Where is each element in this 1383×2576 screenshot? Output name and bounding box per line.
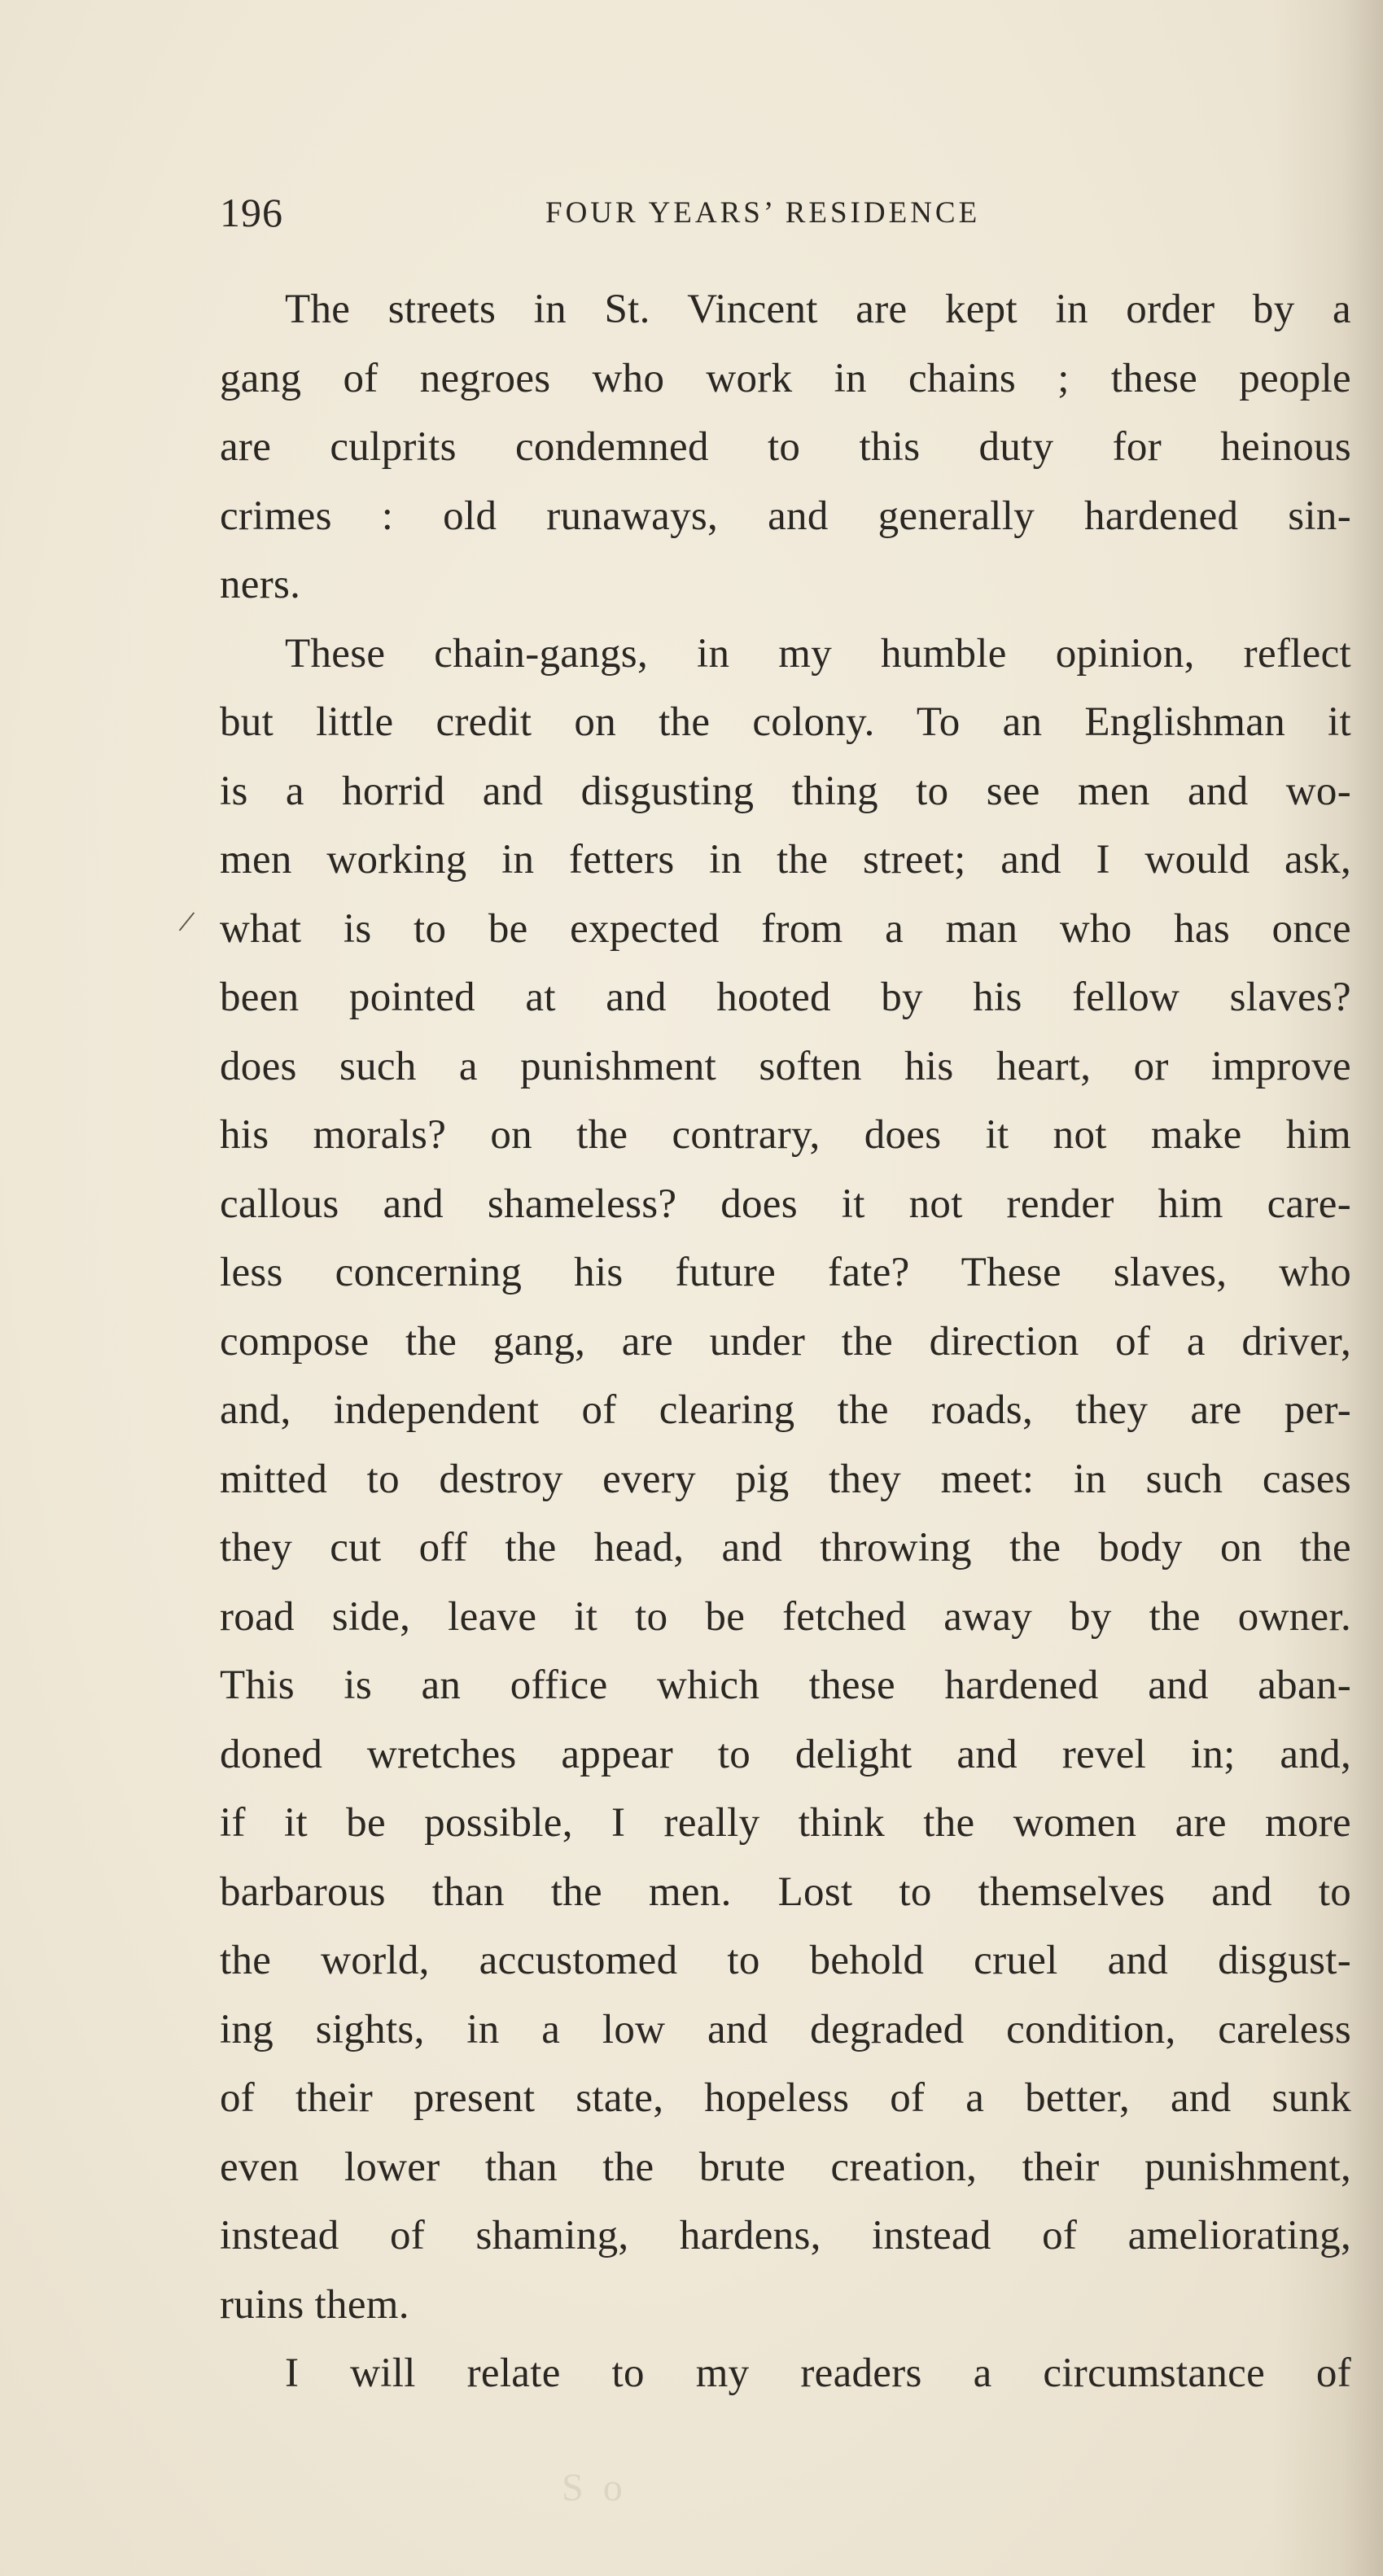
text-line: they cut off the head, and throwing the body on the <box>220 1525 1351 1571</box>
text-line: of their present state, hopeless of a better, and sunk <box>220 2075 1351 2121</box>
text-line: ruins them. <box>220 2281 409 2328</box>
paragraph-1 <box>220 275 1351 620</box>
text-line: even lower than the brute creation, their punishment, <box>220 2144 1351 2190</box>
page-number: 196 <box>220 190 283 235</box>
text-line: his morals? on the contrary, does it not make him <box>220 1112 1351 1158</box>
text-line: gang of negroes who work in chains ; these people <box>220 355 1351 401</box>
text-line: These chain-gangs, in my humble opinion, reflect <box>285 630 1351 677</box>
text-line: if it be possible, I really think the women are more <box>220 1800 1351 1846</box>
text-line: mitted to destroy every pig they meet: in such cases <box>220 1456 1351 1502</box>
text-line: doned wretches appear to delight and revel in; and, <box>220 1731 1351 1777</box>
text-line: ners. <box>220 562 301 607</box>
bleed-through-mark: S o <box>562 2466 628 2509</box>
paragraph-3 <box>220 2339 1351 2408</box>
text-line: ing sights, in a low and degraded condition, careless <box>220 2006 1351 2052</box>
text-line: what is to be expected from a man who has once <box>220 905 1351 952</box>
paragraph-2 <box>220 620 1351 2340</box>
text-line: crimes : old runaways, and generally hardened sin- <box>220 493 1351 539</box>
text-line: less concerning his future fate? These slaves, who <box>220 1250 1351 1295</box>
running-title: FOUR YEARS’ RESIDENCE <box>545 196 981 230</box>
text-line: This is an office which these hardened and aban- <box>220 1663 1351 1708</box>
text-line: compose the gang, are under the direction of a driver, <box>220 1318 1351 1365</box>
body-text <box>220 275 1351 2408</box>
text-line: road side, leave it to be fetched away by the owner. <box>220 1593 1351 1640</box>
text-line: the world, accustomed to behold cruel and disgust- <box>220 1938 1351 1983</box>
text-line: does such a punishment soften his heart, or improve <box>220 1043 1351 1089</box>
margin-pencil-mark: / <box>176 902 198 940</box>
text-line: callous and shameless? does it not render him care- <box>220 1181 1351 1227</box>
text-line: and, independent of clearing the roads, they are per- <box>220 1387 1351 1433</box>
text-line: are culprits condemned to this duty for heinous <box>220 424 1351 470</box>
text-line: men working in fetters in the street; and I would ask, <box>220 837 1351 883</box>
text-line: but little credit on the colony. To an Englishman it <box>220 699 1351 745</box>
text-line: I will relate to my readers a circumstance of <box>285 2350 1351 2396</box>
text-line: barbarous than the men. Lost to themselves and to <box>220 1868 1351 1915</box>
text-line: instead of shaming, hardens, instead of ameliorating, <box>220 2213 1351 2258</box>
text-line: The streets in St. Vincent are kept in order by a <box>285 287 1351 332</box>
running-head <box>220 189 1343 246</box>
text-line: is a horrid and disgusting thing to see men and wo- <box>220 768 1351 814</box>
text-line: been pointed at and hooted by his fellow slaves? <box>220 975 1351 1020</box>
